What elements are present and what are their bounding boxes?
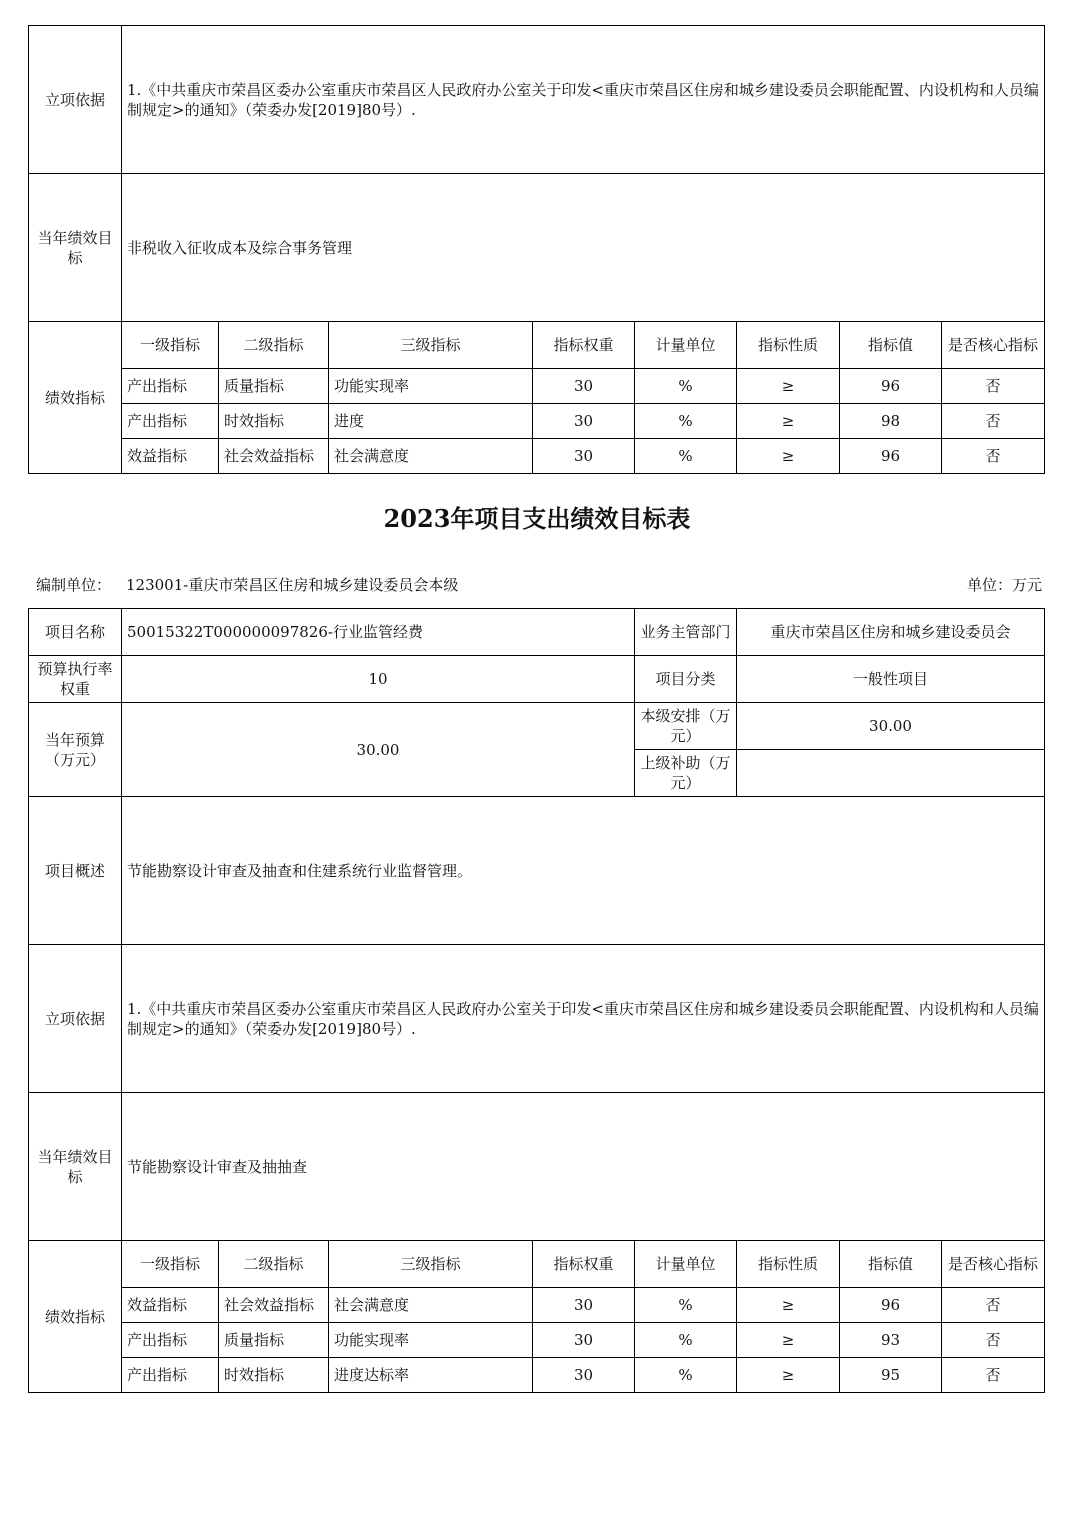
- goal-label: 当年绩效目标: [29, 1093, 122, 1241]
- perf-cell: %: [635, 439, 737, 474]
- table-row: [29, 404, 1045, 439]
- perf-cell: 30: [533, 369, 635, 404]
- upper-label: 上级补助（万元）: [635, 750, 737, 797]
- perf-header: 指标性质: [737, 322, 840, 369]
- perf-header: 指标权重: [533, 1241, 635, 1288]
- perf-header: 计量单位: [635, 322, 737, 369]
- perf-cell: %: [635, 369, 737, 404]
- goal-text: 节能勘察设计审查及抽抽查: [122, 1093, 1045, 1241]
- project-name-label: 项目名称: [29, 609, 122, 656]
- perf-cell: 否: [942, 369, 1045, 404]
- perf-cell: ≥: [737, 1358, 840, 1393]
- basis-label: 立项依据: [29, 945, 122, 1093]
- local-label: 本级安排（万元）: [635, 703, 737, 750]
- project-name-value: 50015322T000000097826-行业监管经费: [122, 609, 635, 656]
- perf-cell: 否: [942, 439, 1045, 474]
- perf-header: 计量单位: [635, 1241, 737, 1288]
- perf-cell: 30: [533, 404, 635, 439]
- rate-label: 预算执行率权重: [29, 656, 122, 703]
- basis-label: 立项依据: [29, 26, 122, 174]
- perf-cell: 质量指标: [219, 369, 329, 404]
- perf-cell: 社会满意度: [329, 1288, 533, 1323]
- perf-header: 二级指标: [219, 322, 329, 369]
- perf-cell: 效益指标: [122, 1288, 219, 1323]
- perf-cell: 98: [840, 404, 942, 439]
- perf-header: 是否核心指标: [942, 322, 1045, 369]
- perf-header: 指标值: [840, 1241, 942, 1288]
- dept-label: 业务主管部门: [635, 609, 737, 656]
- perf-cell: 96: [840, 369, 942, 404]
- perf-label: 绩效指标: [29, 1241, 122, 1393]
- perf-cell: ≥: [737, 404, 840, 439]
- perf-header: 指标性质: [737, 1241, 840, 1288]
- perf-cell: 社会满意度: [329, 439, 533, 474]
- perf-cell: 产出指标: [122, 1358, 219, 1393]
- perf-cell: ≥: [737, 369, 840, 404]
- perf-cell: %: [635, 1323, 737, 1358]
- perf-cell: 96: [840, 439, 942, 474]
- table-row: [29, 1358, 1045, 1393]
- perf-header: 三级指标: [329, 1241, 533, 1288]
- perf-cell: 进度: [329, 404, 533, 439]
- top-performance-table: [28, 25, 1045, 474]
- upper-value: [737, 750, 1045, 797]
- category-label: 项目分类: [635, 656, 737, 703]
- perf-cell: 30: [533, 439, 635, 474]
- perf-cell: 时效指标: [219, 404, 329, 439]
- perf-cell: %: [635, 1288, 737, 1323]
- goal-label: 当年绩效目标: [29, 174, 122, 322]
- overview-label: 项目概述: [29, 797, 122, 945]
- perf-cell: 产出指标: [122, 1323, 219, 1358]
- budget-label: 当年预算（万元）: [29, 703, 122, 797]
- perf-cell: 30: [533, 1358, 635, 1393]
- perf-cell: 社会效益指标: [219, 1288, 329, 1323]
- table-row: [29, 1323, 1045, 1358]
- table-row: [29, 369, 1045, 404]
- perf-header: 一级指标: [122, 1241, 219, 1288]
- perf-cell: 功能实现率: [329, 1323, 533, 1358]
- perf-cell: 否: [942, 404, 1045, 439]
- basis-text: 1.《中共重庆市荣昌区委办公室重庆市荣昌区人民政府办公室关于印发<重庆市荣昌区住房和城乡建设委员会职能配置、内设机构和人员编制规定>的通知》（荣委办发[2019]80号）.: [122, 945, 1045, 1093]
- org-label: 编制单位：: [36, 576, 112, 594]
- basis-text: 1.《中共重庆市荣昌区委办公室重庆市荣昌区人民政府办公室关于印发<重庆市荣昌区住房和城乡建设委员会职能配置、内设机构和人员编制规定>的通知》（荣委办发[2019]80号）.: [122, 26, 1045, 174]
- perf-cell: 质量指标: [219, 1323, 329, 1358]
- table-row: [29, 1288, 1045, 1323]
- goal-text: 非税收入征收成本及综合事务管理: [122, 174, 1045, 322]
- unit-text: 单位：万元: [966, 576, 1042, 594]
- rate-value: 10: [122, 656, 635, 703]
- perf-cell: 进度达标率: [329, 1358, 533, 1393]
- perf-header: 是否核心指标: [942, 1241, 1045, 1288]
- perf-cell: 产出指标: [122, 369, 219, 404]
- perf-cell: 产出指标: [122, 404, 219, 439]
- perf-header: 二级指标: [219, 1241, 329, 1288]
- perf-cell: 功能实现率: [329, 369, 533, 404]
- perf-cell: 否: [942, 1358, 1045, 1393]
- perf-cell: ≥: [737, 439, 840, 474]
- perf-cell: %: [635, 404, 737, 439]
- perf-cell: 30: [533, 1323, 635, 1358]
- perf-cell: 30: [533, 1288, 635, 1323]
- perf-cell: 96: [840, 1288, 942, 1323]
- page-title: 2023年项目支出绩效目标表: [383, 504, 691, 533]
- budget-value: 30.00: [122, 703, 635, 797]
- perf-cell: %: [635, 1358, 737, 1393]
- perf-cell: 效益指标: [122, 439, 219, 474]
- perf-cell: ≥: [737, 1323, 840, 1358]
- perf-cell: 社会效益指标: [219, 439, 329, 474]
- category-value: 一般性项目: [737, 656, 1045, 703]
- org-value: 123001-重庆市荣昌区住房和城乡建设委员会本级: [126, 576, 459, 594]
- perf-cell: 否: [942, 1288, 1045, 1323]
- overview-text: 节能勘察设计审查及抽查和住建系统行业监督管理。: [122, 797, 1045, 945]
- project-table: [28, 608, 1045, 1393]
- local-value: 30.00: [737, 703, 1045, 750]
- perf-cell: 否: [942, 1323, 1045, 1358]
- perf-cell: 93: [840, 1323, 942, 1358]
- perf-label: 绩效指标: [29, 322, 122, 474]
- perf-cell: ≥: [737, 1288, 840, 1323]
- perf-cell: 时效指标: [219, 1358, 329, 1393]
- perf-header: 一级指标: [122, 322, 219, 369]
- perf-cell: 95: [840, 1358, 942, 1393]
- perf-header: 指标权重: [533, 322, 635, 369]
- table-row: [29, 439, 1045, 474]
- perf-header: 指标值: [840, 322, 942, 369]
- dept-value: 重庆市荣昌区住房和城乡建设委员会: [737, 609, 1045, 656]
- perf-header: 三级指标: [329, 322, 533, 369]
